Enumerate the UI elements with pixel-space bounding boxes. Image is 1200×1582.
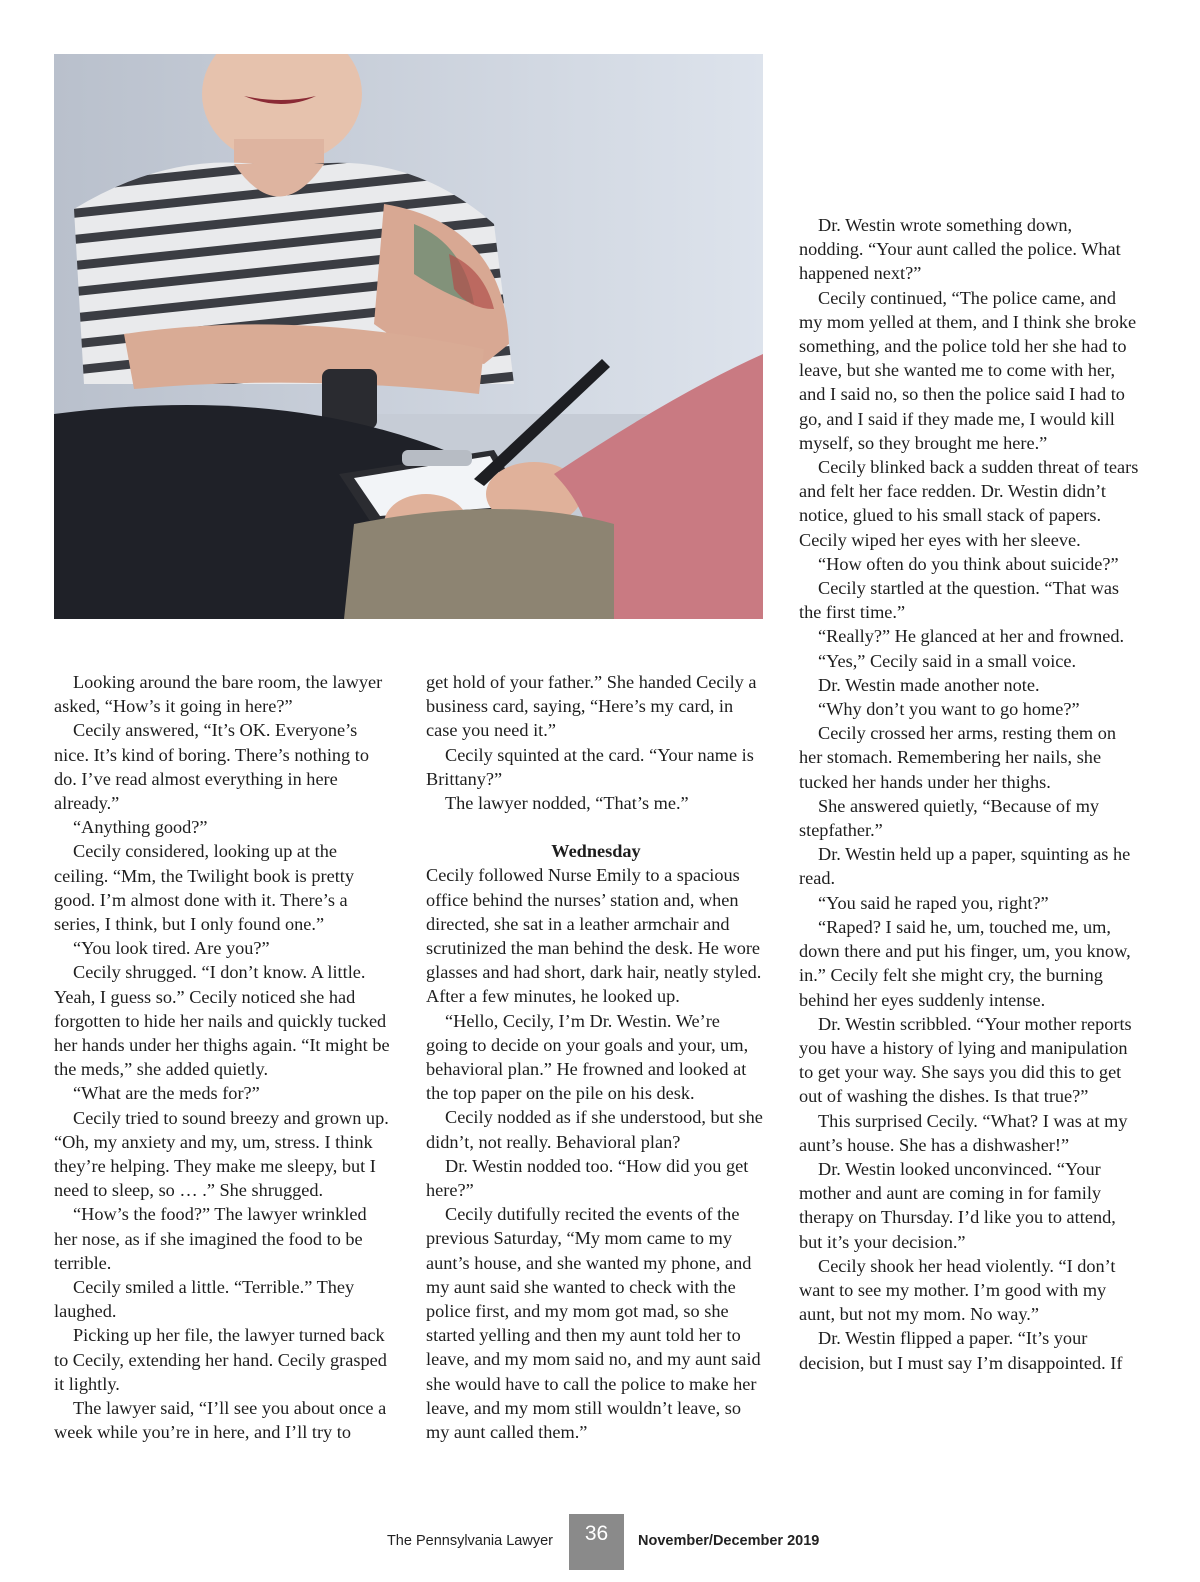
paragraph: The lawyer nodded, “That’s me.” <box>445 793 689 814</box>
paragraph: Cecily shrugged. “I don’t know. A little. Yeah, I guess so.” Cecily noticed she had forgotten to hide her nails and quickly tucked her hands under her thighs again. “It might be the meds,” she added quietly. <box>54 962 390 1080</box>
paragraph: She answered quietly, “Because of my stepfather.” <box>799 795 1100 841</box>
paragraph: “You look tired. Are you?” <box>73 938 270 959</box>
paragraph: Cecily blinked back a sudden threat of tears and felt her face redden. Dr. Westin didn’t notice, glued to his small stack of papers. Cecily wiped her eyes with her sleeve. <box>799 457 1139 550</box>
paragraph: Cecily crossed her arms, resting them on her stomach. Remembering her nails, she tucked her hands under her thighs. <box>799 723 1117 792</box>
paragraph: Dr. Westin held up a paper, squinting as he read. <box>799 844 1131 889</box>
paragraph: “Really?” He glanced at her and frowned. <box>818 626 1125 647</box>
text-column-1 <box>54 670 392 1445</box>
issue-date: November/December 2019 <box>638 1533 820 1549</box>
page-footer <box>0 1514 1200 1570</box>
paragraph: Dr. Westin looked unconvinced. “Your mother and aunt are coming in for family therapy on Thursday. I’d like you to attend, but it’s your decision.” <box>799 1158 1116 1252</box>
therapy-session-illustration <box>54 54 763 619</box>
paragraph: “How often do you think about suicide?” <box>818 553 1119 574</box>
paragraph: Dr. Westin made another note. <box>818 674 1040 695</box>
paragraph: Looking around the bare room, the lawyer asked, “How’s it going in here?” <box>54 672 383 717</box>
text-column-3 <box>799 213 1139 1375</box>
paragraph: Cecily nodded as if she understood, but she didn’t, not really. Behavioral plan? <box>426 1107 763 1152</box>
paragraph: Dr. Westin nodded too. “How did you get here?” <box>426 1155 749 1201</box>
paragraph: “What are the meds for?” <box>73 1083 260 1104</box>
paragraph: Cecily squinted at the card. “Your name is Brittany?” <box>426 744 754 789</box>
paragraph: Cecily continued, “The police came, and my mom yelled at them, and I think she broke something, and the police told her she had to leave, but she wanted me to come with her, and I said no, so then the police said I had to go, and I said if they made me, I would kill myself, so they brought me here.” <box>799 287 1137 453</box>
paragraph: Cecily tried to sound breezy and grown up. “Oh, my anxiety and my, um, stress. I think they’re helping. They make me sleepy, but I need to sleep, so … .” She shrugged. <box>54 1107 389 1201</box>
paragraph: “Raped? I said he, um, touched me, um, down there and put his finger, um, you know, in.” Cecily felt she might cry, the burning behind her eyes suddenly intense. <box>799 916 1131 1010</box>
paragraph: Cecily answered, “It’s OK. Everyone’s nice. It’s kind of boring. There’s nothing to do. I’ve read almost everything in here already.” <box>54 720 369 814</box>
paragraph: Cecily startled at the question. “That was the first time.” <box>799 578 1120 623</box>
paragraph: Dr. Westin flipped a paper. “It’s your decision, but I must say I’m disappointed. If <box>799 1328 1123 1373</box>
paragraph: Picking up her file, the lawyer turned back to Cecily, extending her hand. Cecily grasped it lightly. <box>54 1325 387 1394</box>
section-heading: Wednesday <box>551 841 641 862</box>
paragraph: The lawyer said, “I’ll see you about once a week while you’re in here, and I’ll try to <box>54 1398 387 1443</box>
paragraph: “Anything good?” <box>73 817 208 838</box>
paragraph: Cecily followed Nurse Emily to a spacious office behind the nurses’ station and, when directed, she sat in a leather armchair and scrutinized the man behind the desk. He wore glasses and had short, dark hair, neatly styled. After a few minutes, he looked up. <box>426 865 762 1007</box>
paragraph: get hold of your father.” She handed Cecily a business card, saying, “Here’s my card, in case you need it.” <box>426 672 757 741</box>
paragraph: Cecily dutifully recited the events of the previous Saturday, “My mom came to my aunt’s house, and she wanted my phone, and my aunt said she wanted to check with the police first, and my mom got mad, so she started yelling and then my aunt told her to leave, and my mom said no, and my aunt said she would have to call the police to make her leave, and my mom still wouldn’t leave, so my aunt called them.” <box>426 1204 761 1443</box>
paragraph: Dr. Westin wrote something down, nodding. “Your aunt called the police. What happened next?” <box>799 215 1121 284</box>
text-column-2 <box>426 670 766 1444</box>
article-photo <box>54 54 763 619</box>
paragraph: Cecily smiled a little. “Terrible.” They laughed. <box>54 1277 355 1322</box>
paragraph: “Yes,” Cecily said in a small voice. <box>818 650 1077 671</box>
paragraph: “Why don’t you want to go home?” <box>818 699 1080 720</box>
paragraph: This surprised Cecily. “What? I was at my aunt’s house. She has a dishwasher!” <box>799 1110 1128 1155</box>
paragraph: “How’s the food?” The lawyer wrinkled her nose, as if she imagined the food to be terrible. <box>54 1204 367 1273</box>
paragraph: “Hello, Cecily, I’m Dr. Westin. We’re going to decide on your goals and your, um, behavioral plan.” He frowned and looked at the top paper on the pile on his desk. <box>426 1010 749 1104</box>
paragraph: Cecily considered, looking up at the ceiling. “Mm, the Twilight book is pretty good. I’m almost done with it. There’s a series, I think, but I only found one.” <box>54 841 354 935</box>
publication-name: The Pennsylvania Lawyer <box>386 1533 553 1549</box>
paragraph: Cecily shook her head violently. “I don’t want to see my mother. I’m good with my aunt, but not my mom. No way.” <box>799 1255 1116 1325</box>
paragraph: Dr. Westin scribbled. “Your mother reports you have a history of lying and manipulation to get your way. She says you did this to get out of washing the dishes. Is that true?” <box>799 1013 1132 1107</box>
paragraph: “You said he raped you, right?” <box>818 892 1049 913</box>
page-number: 36 <box>569 1514 624 1570</box>
